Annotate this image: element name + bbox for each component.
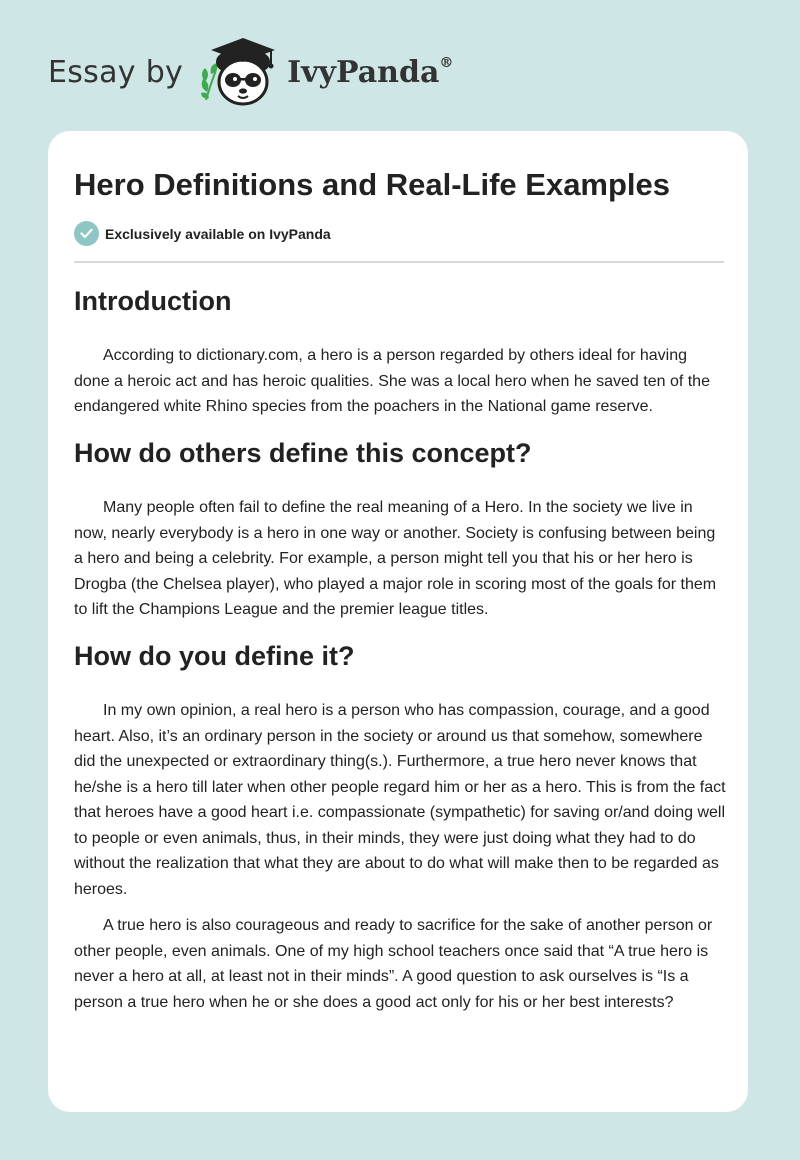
section-heading-others-define: How do others define this concept? [74, 438, 532, 468]
site-header [48, 34, 453, 110]
exclusive-badge-label: Exclusively available on IvyPanda [105, 225, 331, 242]
paragraph-you-define-1: In my own opinion, a real hero is a person who has compassion, courage, and a good heart. Also, it’s an ordinary person in the society or around us that somehow, somewhere did the unexpected or extraordinary thing(s.). Furthermore, a true hero never knows that he/she is a hero till later when other people regard him or her as a hero. This is from the fact that heroes have a good heart i.e. compassionate (sympathetic) for saving or/and doing well to people or even animals, thus, in their minds, they were just doing what they had to do without the realization that what they are about to do what will make then to be regarded as heroes. [74, 702, 726, 898]
paragraph-you-define-2: A true hero is also courageous and ready to sacrifice for the sake of another person or other people, even animals. One of my high school teachers once said that “A true hero is never a hero at all, at least not in their minds”. A good question to ask ourselves is “Is a person a true hero when he or she does a good act only for his or her best interests? [74, 917, 713, 1011]
panda-logo-icon [197, 34, 285, 110]
article-card [48, 131, 748, 1112]
paragraph-others-define: Many people often fail to define the real meaning of a Hero. In the society we live in now, nearly everybody is a hero in one way or another. Society is confusing between being a hero and being a celebrity. For example, a person might tell you that his or her hero is Drogba (the Chelsea player), who played a major role in scoring most of the goals for them to lift the Champions League and the premier league titles. [74, 499, 717, 618]
essay-by-label: Essay by [48, 54, 184, 90]
registered-mark: ® [439, 54, 454, 71]
paragraph-introduction: According to dictionary.com, a hero is a person regarded by others ideal for having done a heroic act and has heroic qualities. She was a local hero when he saved ten of the endangered white Rhino species from the poachers in the National game reserve. [74, 347, 710, 415]
title-divider [74, 261, 724, 263]
section-heading-introduction: Introduction [74, 286, 232, 316]
brand-text: IvyPanda [287, 54, 440, 90]
exclusive-badge [74, 221, 331, 246]
check-icon [74, 221, 99, 246]
section-heading-you-define: How do you define it? [74, 641, 355, 671]
brand-name [287, 55, 453, 90]
article-title: Hero Definitions and Real-Life Examples [74, 167, 671, 202]
